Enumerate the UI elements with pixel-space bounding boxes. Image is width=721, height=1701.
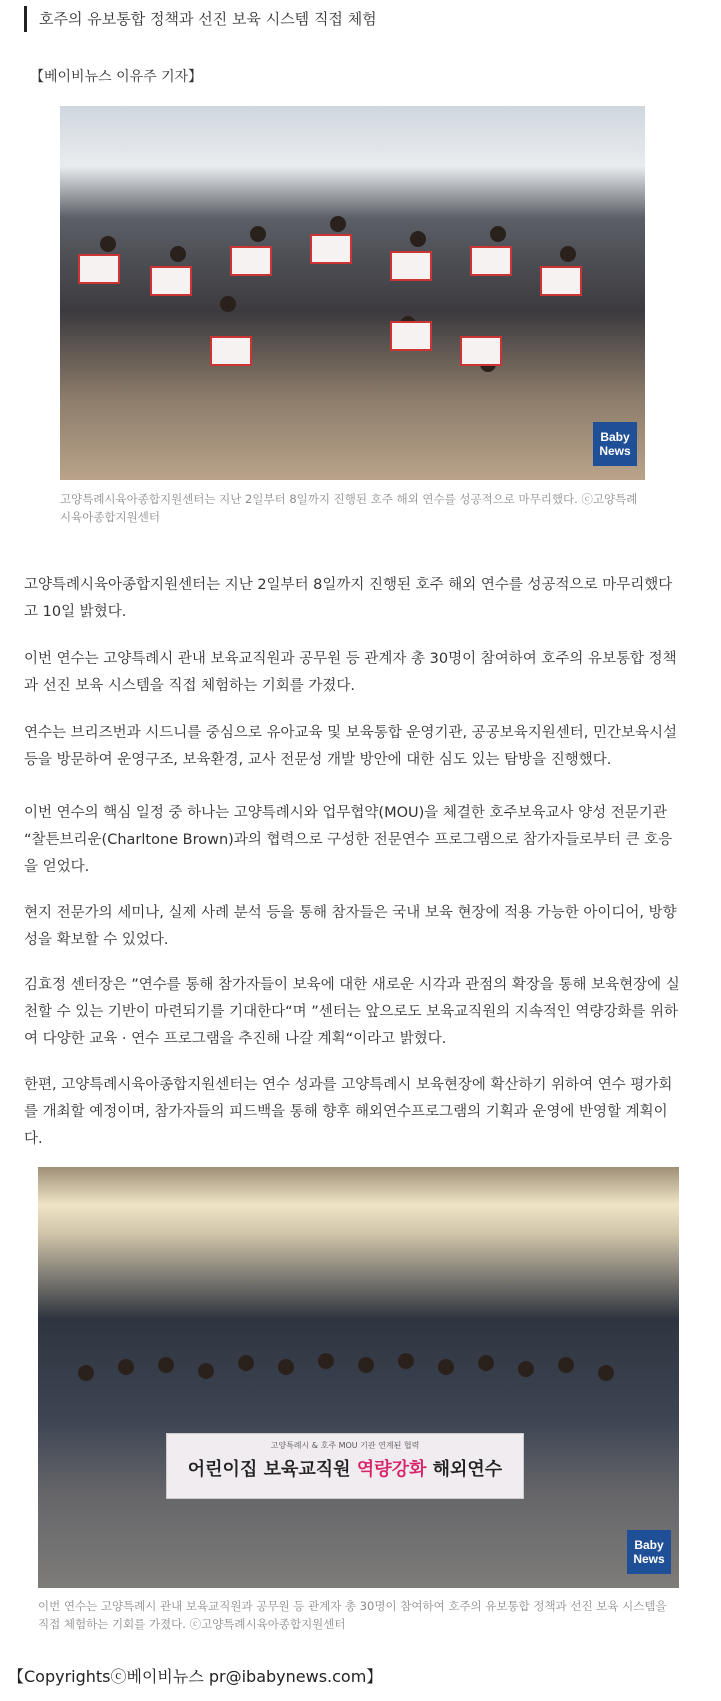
babynews-logo: Baby News [627,1530,671,1574]
banner-title: 어린이집 보육교직원 역량강화 해외연수 [187,1459,503,1480]
byline: 【베이비뉴스 이유주 기자】 [30,69,203,85]
article-paragraph: 한편, 고양특례시육아종합지원센터는 연수 성과를 고양특례시 보육현장에 확산하기 위하여 연수 평가회를 개최할 예정이며, 참가자들의 피드백을 통해 향후 해외연수프로그램의 기획과 운영에 반영할 계획이다. [24,1077,673,1147]
article-photo-1 [60,106,645,480]
article-photo-2 [38,1167,679,1588]
babynews-logo: Baby News [593,422,637,466]
photo-2-caption: 이번 연수는 고양특례시 관내 보육교직원과 공무원 등 관계자 총 30명이 참여하여 호주의 유보통합 정책과 선진 보육 시스템을 직접 체험하는 기회를 가졌다. ⓒ고양특례시육아종합지원센터 [38,1599,667,1631]
copyright-notice: 【Copyrightsⓒ베이비뉴스 pr@ibabynews.com】 [8,1667,383,1686]
training-banner [166,1433,524,1499]
article-subtitle: 호주의 유보통합 정책과 선진 보육 시스템 직접 체험 [24,6,699,32]
article-paragraph: 이번 연수의 핵심 일정 중 하나는 고양특례시와 업무협약(MOU)을 체결한 호주보육교사 양성 전문기관 “찰튼브리운(Charltone Brown)과의 협력으로 구성한 전문연수 프로그램으로 참가자들로부터 큰 호응을 얻었다. [24,805,673,875]
article-paragraph: 현지 전문가의 세미나, 실제 사례 분석 등을 통해 참자들은 국내 보육 현장에 적용 가능한 아이디어, 방향성을 확보할 수 있었다. [24,905,677,948]
article-paragraph: 고양특례시육아종합지원센터는 지난 2일부터 8일까지 진행된 호주 해외 연수를 성공적으로 마무리했다고 10일 밝혔다. [24,577,673,620]
banner-subtitle: 고양특례시 & 호주 MOU 기관 연계된 협력 [270,1441,420,1450]
article-paragraph: 이번 연수는 고양특례시 관내 보육교직원과 공무원 등 관계자 총 30명이 참여하여 호주의 유보통합 정책과 선진 보육 시스템을 직접 체험하는 기회를 가졌다. [24,651,677,694]
article-paragraph: 김효정 센터장은 ”연수를 통해 참가자들이 보육에 대한 새로운 시각과 관점의 확장을 통해 보육현장에 실천할 수 있는 기반이 마련되기를 기대한다“며 ”센터는 앞으로도 보육교직원의 지속적인 역량강화를 위하여 다양한 교육 · 연수 프로그램을 추진해 나갈 계획“이라고 밝혔다. [24,977,680,1047]
photo-1-caption: 고양특례시육아종합지원센터는 지난 2일부터 8일까지 진행된 호주 해외 연수를 성공적으로 마무리했다. ⓒ고양특례시육아종합지원센터 [60,492,638,524]
article-paragraph: 연수는 브리즈번과 시드니를 중심으로 유아교육 및 보육통합 운영기관, 공공보육지원센터, 민간보육시설 등을 방문하여 운영구조, 보육환경, 교사 전문성 개발 방안에 대한 심도 있는 탐방을 진행했다. [24,725,677,768]
